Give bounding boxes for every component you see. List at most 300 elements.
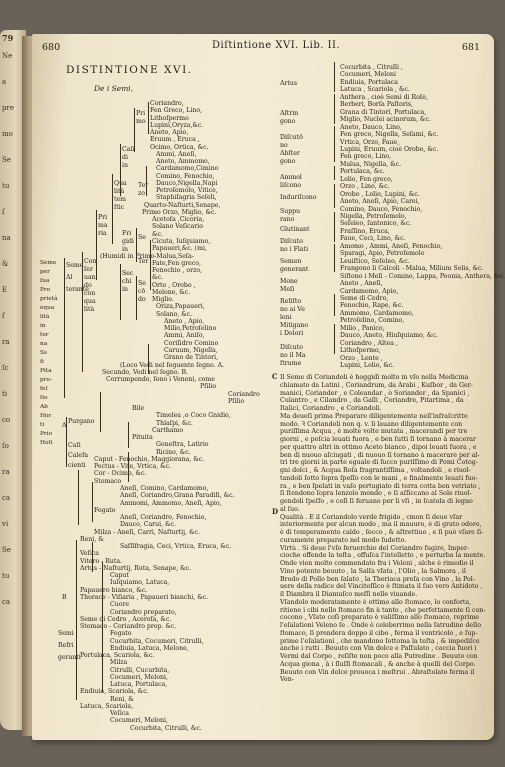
bracket-label: Ter bbox=[138, 258, 149, 265]
taxonomy-entry: Aneto, Ammomo, bbox=[156, 158, 210, 166]
taxonomy-entry: Aneſi, Comino, Cardamomo, bbox=[120, 485, 209, 492]
outer-margin-label: pro- bbox=[40, 377, 52, 383]
bracket-label: zo bbox=[138, 190, 145, 197]
virtue-label: Induriſcono bbox=[280, 194, 317, 201]
text-line: puriſſima Acqua , è molte volte mutata , macerandi per tre bbox=[280, 428, 468, 436]
taxonomy-entry: Thorace - Viſiaria , Papaueri bianchi, &c. bbox=[80, 593, 209, 601]
taxonomy-entry: Coriandro preparato, bbox=[110, 608, 177, 616]
taxonomy-entry: Oriza,Papaueri, bbox=[156, 303, 205, 311]
taxonomy-entry: Cocurbita, Citrulli, &c. bbox=[130, 724, 202, 732]
taxonomy-entry: Coriandro, bbox=[150, 100, 184, 107]
taxonomy-entry: Carthamo bbox=[152, 426, 184, 434]
text-line: interiormente per alcun modo , ma il mauuro, è di grato odore, bbox=[280, 521, 482, 529]
bracket-line bbox=[66, 417, 67, 467]
bracket-line bbox=[334, 294, 335, 316]
taxonomy-entry: Veſica bbox=[80, 550, 99, 558]
taxonomy-entry: Cardamomo,Cimino bbox=[156, 165, 219, 173]
taxonomy-entry: Latuca, Scariola, bbox=[80, 702, 134, 710]
bracket-label: Refri bbox=[58, 642, 74, 649]
taxonomy-entry: Secundo, Vedi nel ſegno. B. bbox=[102, 368, 188, 376]
taxonomy-entry: Miglio. bbox=[152, 296, 174, 304]
bracket-label: ma bbox=[98, 222, 108, 229]
text-line: l'eſalationi Veleno ſe . Onde è celeberrimo nella ſatrudine dello bbox=[280, 622, 481, 629]
text-line: Italici, Coriandro , e Coriandoli. bbox=[280, 405, 382, 412]
bracket-label: do bbox=[84, 282, 92, 289]
outer-margin-label: ter bbox=[40, 332, 49, 338]
taxonomy-entry: Aneſi, Coriandro,Grana Paradiſi, &c. bbox=[120, 492, 235, 500]
taxonomy-entry: Coriſidro Comino bbox=[164, 339, 219, 347]
page-number-right: 681 bbox=[461, 42, 480, 53]
virtue-entry: Siſtono i Meſi - Comino, Lappa, Peonia, Anthera, &c. bbox=[340, 272, 505, 280]
taxonomy-entry: Stomaco bbox=[94, 477, 122, 485]
bracket-label: Seme bbox=[66, 262, 84, 269]
bracket-label: in bbox=[122, 246, 128, 253]
prev-page-number: 79 bbox=[2, 33, 14, 43]
taxonomy-entry: Caput bbox=[110, 572, 129, 580]
text-line: chiamato da Latini , Coriandrum, da Arabi , Kuſbor , da Ger- bbox=[280, 381, 473, 389]
bracket-line bbox=[78, 470, 79, 525]
bracket-label: ſtic bbox=[114, 204, 125, 211]
bracket-line bbox=[76, 540, 77, 700]
virtue-entry: Aneto , Aneſi, bbox=[340, 280, 383, 288]
virtue-label: no ai Ve bbox=[280, 306, 305, 313]
body-paragraph bbox=[280, 514, 488, 545]
virtue-entry: Vrtica, Orzo, Faue, bbox=[340, 138, 400, 146]
body-paragraph bbox=[280, 413, 488, 514]
virtue-entry: Anthera , cioè Semi di Roſe, bbox=[340, 93, 428, 101]
taxonomy-entry: Grano de Tintori, bbox=[164, 354, 219, 362]
taxonomy-entry: Melone, &c. bbox=[152, 288, 191, 296]
taxonomy-entry: Fegato bbox=[110, 630, 132, 638]
virtue-label: no il Ma bbox=[280, 352, 306, 359]
prev-margin-fragment: ſ bbox=[2, 208, 5, 216]
taxonomy-entry: Ammi, Aneſi, bbox=[156, 150, 197, 158]
taxonomy-entry: Ocimo, Ortica, &c. bbox=[150, 143, 209, 151]
bracket-label: Purgano bbox=[68, 418, 95, 425]
bracket-label: cō bbox=[138, 288, 146, 295]
text-line: cioche offende la teſta , offuſca l'intelletto , e perturba la mente. bbox=[280, 552, 486, 560]
virtue-label: i Dolori bbox=[280, 330, 304, 337]
taxonomy-entry: Aneto , Apio, bbox=[164, 317, 205, 325]
taxonomy-entry: Milio,Petroſelino bbox=[164, 325, 217, 333]
text-line: Vermi dal Corpo , reſiſte non poco alla Putredine . Beuuto con bbox=[280, 653, 478, 660]
text-line: Onde vien molto commendato fra i Veleni , alche è rimedio il bbox=[280, 560, 474, 567]
bracket-label: terante bbox=[66, 286, 89, 293]
virtue-label: Ammol bbox=[280, 174, 302, 181]
bracket-line bbox=[100, 392, 101, 432]
virtue-entry: Petroſelino, Comino, bbox=[340, 317, 405, 325]
virtue-entry: Berberi, Borſa Paſtoris, bbox=[340, 101, 413, 109]
virtue-entry: Lupini, Lolio, &c. bbox=[340, 362, 395, 369]
virtue-entry: Fen greco, Lino, bbox=[340, 153, 392, 161]
virtue-label: Diſcuto bbox=[280, 238, 303, 245]
taxonomy-entry: Cucurbita, Cocumeri, Citrulli, bbox=[110, 637, 204, 645]
bracket-label: ſer bbox=[84, 266, 93, 273]
virtue-entry: Lolio, Fen greco, bbox=[340, 175, 393, 183]
bracket-label: gidi bbox=[122, 238, 134, 245]
virtue-label: rano bbox=[280, 216, 295, 223]
taxonomy-entry: Primo Orzo, Miglio, &c. bbox=[142, 208, 217, 216]
virtue-entry: Fen greco, Nigella, Seſami, &c. bbox=[340, 131, 439, 139]
text-line: Vino potente beuuto , la Salſa vſata , l'Olio , la Salmora , il bbox=[280, 567, 466, 575]
text-line: anche i rutti . Beuuto con Vin dolce e Paſſulato , caccia fuori i bbox=[280, 645, 477, 653]
chapter-title: DISTINTIONE XVI. bbox=[66, 64, 193, 76]
prev-margin-fragment: pre bbox=[2, 104, 14, 112]
bracket-line bbox=[64, 258, 65, 398]
virtue-entry: Seſeleo, ſantonico, &c. bbox=[340, 220, 412, 228]
prev-margin-fragment: a bbox=[2, 78, 7, 86]
virtue-label: leni bbox=[280, 314, 292, 321]
text-line: uere della radice del Vincitoſſico è ſtimata il ſuo vero Antidoto , bbox=[280, 583, 483, 591]
page-number-left: 680 bbox=[42, 42, 61, 53]
bracket-label: in bbox=[122, 162, 128, 169]
virtue-entry: Orobo , Lolio, Lupini, &c. bbox=[340, 190, 420, 198]
virtue-entry: Orzo , Lente , bbox=[340, 354, 383, 362]
taxonomy-entry: (Loco Vedi nel ſeguente ſegno. A. bbox=[120, 361, 225, 369]
bracket-line bbox=[82, 252, 83, 372]
taxonomy-entry: Bile bbox=[132, 405, 145, 413]
taxonomy-entry: Dauco, Carui, &c. bbox=[120, 521, 176, 529]
prev-margin-fragment: co bbox=[2, 416, 11, 424]
virtue-label: Semen bbox=[280, 258, 302, 265]
taxonomy-entry: Acetoſa ,Cicoria, bbox=[152, 216, 205, 224]
taxonomy-entry: Orto , Orobo , bbox=[152, 281, 196, 289]
outer-margin-label: in bbox=[40, 323, 46, 329]
taxonomy-entry: Dauco,Nigella,Napi bbox=[156, 179, 218, 187]
text-line: al ſuo. bbox=[280, 505, 300, 513]
text-line: Brodo di Pollo ben ſalato , la Theriaca preſa con Vino , la Pol- bbox=[280, 575, 475, 583]
text-line: ben di nuouo aſciugati , di nuouo ſi tornano à macerare per al- bbox=[280, 451, 480, 459]
outer-margin-label: Ab bbox=[40, 404, 48, 410]
outer-margin-label: per bbox=[40, 269, 50, 275]
outer-margin-label: Prio bbox=[40, 431, 53, 437]
taxonomy-entry: Cor - Ocimo, &c. bbox=[94, 470, 147, 478]
taxonomy-entry: Cicuta, Iuſquiamo, bbox=[152, 238, 211, 246]
text-line: per quattro altri in ottimo Aceto bianco , dipoi leuati fuora , e bbox=[280, 443, 477, 451]
virtue-entry: Endiuia, Portulaca bbox=[340, 78, 398, 86]
virtue-label: no bbox=[280, 142, 288, 149]
taxonomy-entry: Saſſifragia, Ceci, Vrtica, Eruca, &c. bbox=[120, 543, 232, 551]
virtue-label: Reſiſto bbox=[280, 298, 302, 305]
text-line: Qualità . E il Coriandolo verde frigido , cmon ſi deue vſar bbox=[280, 513, 463, 521]
virtue-entry: Amomo , Ammi, Aneſi, Fenochio, bbox=[340, 242, 443, 250]
taxonomy-entry: Fenochio , orzo, bbox=[152, 267, 203, 275]
text-line: ra , e ben ſpelati in vaſo pertugiato di terra cotta ben vetriato , bbox=[280, 482, 481, 490]
virtue-entry: Ammomo, Cardamomo, bbox=[340, 309, 414, 317]
taxonomy-entry: Petroſemolo, Vitice, bbox=[156, 187, 218, 195]
virtue-entry: Cocurbita , Citrulli , bbox=[340, 64, 403, 71]
bracket-line bbox=[150, 240, 151, 290]
virtue-entry: Aneto, Aneſi, Apio, Carei, bbox=[340, 198, 420, 206]
bracket-label: Se bbox=[138, 280, 146, 287]
virtue-label: Diſcuto bbox=[280, 344, 303, 351]
outer-margin-label: equa bbox=[40, 305, 55, 311]
virtue-label: Diſcutō bbox=[280, 134, 303, 141]
taxonomy-entry: Endiuia, Scariola, &c. bbox=[80, 688, 149, 696]
taxonomy-entry: Cocumeri, Meloni, bbox=[110, 717, 168, 725]
prev-margin-fragment: ca bbox=[2, 598, 11, 606]
virtue-label: liſcono bbox=[280, 182, 302, 189]
outer-margin-label: na bbox=[40, 341, 48, 347]
bracket-line bbox=[92, 482, 93, 522]
outer-margin-label: fi bbox=[40, 359, 44, 365]
taxonomy-entry: Reni, & bbox=[110, 695, 134, 703]
prev-margin-fragment: & bbox=[2, 260, 9, 268]
bracket-label: con bbox=[84, 290, 96, 297]
virtue-entry: Portulaca, &c. bbox=[340, 168, 385, 176]
prev-margin-fragment: ca bbox=[2, 494, 11, 502]
bracket-label: mo bbox=[136, 118, 146, 125]
text-line: ſi ſtendono ſopra lenzolo mondo , e ſi aſſiccano al Sole riuol- bbox=[280, 490, 472, 498]
text-line: ritiene i cibi nello ſtomaco fin à tanto , che perfettamente ſi con- bbox=[280, 606, 486, 614]
paragraph-marker-d: D bbox=[272, 507, 279, 516]
taxonomy-entry: Ammi, Aniſo, bbox=[164, 332, 205, 340]
outer-margin-label: Hor bbox=[40, 413, 52, 419]
taxonomy-entry: Reni, & bbox=[80, 535, 104, 543]
text-line: Culantro , e Cilandro , da Galli , Coriandre, Pitartima , da bbox=[280, 397, 464, 405]
virtue-entry: Aneto, Dauco, Lino, bbox=[340, 123, 402, 131]
virtue-label: gono bbox=[280, 118, 296, 125]
bracket-label: lità bbox=[114, 188, 125, 195]
taxonomy-entry: Staphiſagria Seſeli, bbox=[156, 194, 217, 202]
taxonomy-entry: Fegato bbox=[94, 506, 116, 514]
taxonomy-entry: Papaueri,&c. (mi, bbox=[152, 245, 207, 253]
bracket-line bbox=[334, 244, 335, 272]
bracket-label: Qua bbox=[114, 180, 127, 187]
bracket-line bbox=[120, 144, 121, 196]
taxonomy-entry: Vitero - Ruta. bbox=[80, 557, 122, 565]
virtue-entry: Comino, Dauco, Fenochio, bbox=[340, 205, 423, 213]
bracket-line bbox=[96, 210, 97, 280]
bracket-label: do bbox=[138, 296, 146, 303]
bracket-label: in bbox=[122, 286, 128, 293]
taxonomy-entry: Ricino, &c. bbox=[156, 448, 191, 456]
virtue-entry: Miglio, Nuclei acinorum, &c. bbox=[340, 116, 431, 124]
bracket-label: A bbox=[62, 422, 67, 429]
virtue-label: Artus bbox=[280, 80, 298, 87]
taxonomy-entry: Fen Greco, Lino, bbox=[150, 107, 203, 115]
taxonomy-entry: Seme di Cedro , Aceroſa, &c. bbox=[80, 615, 172, 623]
bracket-line bbox=[128, 452, 129, 482]
virtue-entry: Malua, Nigella, &c. bbox=[340, 160, 402, 168]
right-page bbox=[32, 34, 505, 740]
bracket-label: di bbox=[122, 154, 128, 161]
text-line: Ven- bbox=[280, 676, 294, 684]
text-line: tandoli ſotto ſopra ſpeſſo con le mani , e finalmente leuati fuo- bbox=[280, 474, 478, 482]
taxonomy-entry: Eruum , Eruca , bbox=[150, 136, 200, 144]
bracket-label: Fri bbox=[122, 230, 132, 237]
text-line: cocono , Vſato coſì preparato è valiſſimo allo ſtomaco, reprime bbox=[280, 614, 480, 622]
virtue-entry: Nigella, Petroſemolo, bbox=[340, 213, 407, 220]
virtue-entry: Latuca , Scariola , &c. bbox=[340, 86, 410, 94]
bracket-line bbox=[334, 126, 335, 162]
virtue-entry: Fenochio, Rape, &c. bbox=[340, 302, 404, 310]
outer-margin-label: ſio bbox=[40, 395, 48, 401]
taxonomy-entry: Ammomi, Ammomo, Aneſi, Apio, bbox=[120, 499, 222, 507]
prev-margin-fragment: ſc bbox=[2, 364, 9, 372]
virtue-label: ſtrume bbox=[280, 360, 302, 367]
prev-margin-fragment: ti bbox=[2, 390, 8, 398]
taxonomy-entry: Milza - Aneſi, Carri, Naſturtij, &c. bbox=[94, 528, 200, 536]
outer-margin-label: Ss bbox=[40, 350, 47, 356]
taxonomy-entry: Latuca, Portulaca, bbox=[110, 681, 168, 689]
virtue-entry: Sparagi, Apio, Petroſemolo bbox=[340, 250, 425, 258]
bracket-label: Calefa bbox=[68, 452, 89, 459]
bracket-line bbox=[334, 94, 335, 124]
virtue-entry: Grana di Tintori, Portulaca, bbox=[340, 108, 427, 116]
prev-margin-fragment: Se bbox=[2, 156, 11, 164]
taxonomy-entry: Pſilio bbox=[200, 383, 217, 391]
prev-margin-fragment: vi bbox=[2, 520, 9, 528]
outer-margin-label: Pita bbox=[40, 368, 52, 374]
prev-margin-fragment: tu bbox=[2, 182, 10, 190]
virtue-entry: Faue, Ceci, Lino, &c. bbox=[340, 235, 406, 243]
right-column bbox=[272, 62, 505, 732]
outer-margin-label: prietà bbox=[40, 296, 58, 302]
bracket-label: geranti bbox=[58, 654, 81, 661]
taxonomy-entry: Pſilio bbox=[228, 397, 245, 405]
prev-margin-fragment: ſ bbox=[2, 312, 5, 320]
taxonomy-entry: Cuore bbox=[110, 601, 130, 609]
body-paragraph bbox=[280, 599, 488, 684]
text-line: Virtù . Si deue l'vſo feruerchio del Coriandro fugire, Imper- bbox=[280, 544, 470, 552]
taxonomy-entry: Lithoſpermo bbox=[150, 114, 189, 122]
outer-margin-label: Hoſi bbox=[40, 440, 53, 446]
text-line: il Diambra il Diamuſco meſſi nelle viuande. bbox=[280, 591, 418, 598]
taxonomy-entry: Artus - Naſturtij, Ruta, Senape, &c. bbox=[80, 564, 192, 572]
bracket-line bbox=[334, 62, 335, 92]
body-paragraph bbox=[280, 545, 488, 599]
virtue-label: Meſi bbox=[280, 286, 295, 293]
taxonomy-entry: Lupini,Oryza,&c. bbox=[150, 121, 204, 129]
outer-margin-label: ſua bbox=[40, 278, 50, 284]
taxonomy-entry: Veſica bbox=[110, 710, 129, 718]
taxonomy-entry: Geneſtra, Latirio bbox=[156, 441, 209, 449]
taxonomy-entry: Aneſi, Coriandro, Fenochio, bbox=[120, 514, 207, 522]
prev-margin-fragment: tu bbox=[2, 572, 10, 580]
outer-margin-label: lità bbox=[40, 314, 50, 320]
text-line: giorni , e poſcia leuati fuora , e ben ſutti ſi tornano à macerar bbox=[280, 436, 476, 443]
bracket-line bbox=[136, 228, 137, 262]
virtue-entry: Lupini, Eruum, cioè Orobo, &c. bbox=[340, 145, 439, 153]
prev-margin-fragment: mo bbox=[2, 130, 13, 138]
virtue-label: generant bbox=[280, 266, 309, 273]
body-paragraph bbox=[280, 374, 488, 413]
outer-margin-label: Pro bbox=[40, 287, 51, 293]
bracket-line bbox=[334, 212, 335, 242]
virtue-entry: Orzo , Lino, &c. bbox=[340, 183, 390, 191]
taxonomy-entry: Aneto, Apio, bbox=[150, 129, 189, 137]
virtue-entry: Dauco, Aneto, Hiuſquiamo, &c. bbox=[340, 332, 438, 340]
taxonomy-entry: Solano Veſicario bbox=[152, 223, 203, 231]
text-line: gni dolci , & Acqua Roſa fragrantiſſima , voltandoli , e riuol- bbox=[280, 467, 471, 474]
virtue-entry: Seme di Cedro, bbox=[340, 294, 389, 302]
virtue-label: Abſter bbox=[280, 150, 300, 157]
taxonomy-entry: Quarto-Naſturti,Senape, bbox=[144, 201, 221, 209]
prev-margin-fragment: Se bbox=[2, 546, 11, 554]
virtue-entry: Fraſſino, Eruca, bbox=[340, 227, 390, 235]
taxonomy-entry: Comino, Fenochio, bbox=[156, 172, 215, 180]
taxonomy-entry: Solano, &c. bbox=[156, 310, 193, 318]
bracket-line bbox=[112, 174, 113, 244]
bracket-label: Pri bbox=[136, 110, 146, 117]
virtue-entry: Milio , Panico, bbox=[340, 324, 385, 332]
bracket-label: qua bbox=[84, 298, 96, 305]
bracket-line bbox=[148, 102, 149, 134]
bracket-label: Pri bbox=[98, 214, 108, 221]
prev-margin-fragment: E bbox=[2, 286, 8, 294]
virtue-label: Mone bbox=[280, 278, 298, 285]
bracket-label: Semi bbox=[58, 630, 74, 637]
prev-margin-fragment: ſo bbox=[2, 442, 9, 450]
taxonomy-entry: Corrumpendo, ſono i Veneni, come bbox=[106, 376, 215, 384]
bracket-line bbox=[148, 344, 149, 374]
bracket-line bbox=[146, 166, 147, 196]
virtue-entry: Lithoſpermo, bbox=[340, 347, 381, 355]
bracket-line bbox=[120, 264, 121, 320]
prev-margin-fragment: na bbox=[2, 234, 11, 242]
bracket-label: lità bbox=[84, 306, 95, 313]
bracket-label: ria bbox=[98, 230, 107, 237]
taxonomy-entry: Caput - Fenochio, Maggiorana, &c. bbox=[94, 455, 205, 463]
prev-margin-fragment: Ne bbox=[2, 52, 13, 60]
taxonomy-entry: Portulaca, Scariola, &c. bbox=[80, 652, 155, 660]
bracket-line bbox=[334, 166, 335, 180]
bracket-label: Al bbox=[66, 274, 73, 281]
virtue-label: no i Flati bbox=[280, 246, 309, 253]
text-line: Ma deueſi prima Preparare diligentemente nell'infraſcritto bbox=[280, 412, 468, 420]
text-line: Beuuto con Vin dolce prouoca i meſtrui . Abraſtolato ferma il bbox=[280, 668, 475, 676]
taxonomy-entry: Cocumeri, Meloni, bbox=[110, 673, 168, 681]
taxonomy-entry: Thlaſpi, &c. bbox=[156, 419, 193, 427]
taxonomy-entry: Milza bbox=[110, 659, 128, 667]
bracket-label: B bbox=[62, 594, 67, 601]
text-line: modo. Ꝛ Coriandoli non q. v. li lauano diligentemente con bbox=[280, 420, 463, 428]
bracket-label: uan bbox=[84, 274, 96, 281]
taxonomy-entry: Fate,Fen greco, bbox=[152, 259, 201, 267]
classification-table-left bbox=[40, 62, 272, 732]
bracket-line bbox=[128, 422, 129, 448]
virtue-label: gono bbox=[280, 158, 296, 165]
bracket-line bbox=[334, 184, 335, 208]
virtue-entry: Leuiſtico, Seſeleo, &c. bbox=[340, 257, 410, 265]
taxonomy-entry: Stomaco - Coriandro prep. &c. bbox=[80, 623, 177, 631]
text-line: ſtomaco, ſi prendera doppo il cibo , ferma il ventricolo , e ſup- bbox=[280, 629, 478, 637]
prev-margin-fragment: ra bbox=[2, 468, 10, 476]
bracket-line bbox=[334, 324, 335, 354]
taxonomy-entry: Pituita bbox=[132, 434, 153, 442]
taxonomy-entry: Timelea ,o Coco Gnidio, bbox=[156, 412, 231, 420]
bracket-label: Con bbox=[84, 258, 97, 265]
virtue-label: Suppu bbox=[280, 208, 301, 215]
taxonomy-entry: &c. bbox=[152, 274, 163, 282]
bracket-line bbox=[102, 562, 103, 622]
virtue-entry: Cardamomo, Apio, bbox=[340, 287, 399, 295]
virtue-entry: Cocumeri, Meloni bbox=[340, 71, 396, 79]
text-line: è di temperamento caldo , ſecco , & aſtrettiuo , e ſi può vſare ſi- bbox=[280, 529, 484, 536]
taxonomy-entry: Caruum, Nigella, bbox=[164, 346, 218, 354]
outer-margin-label: ti bbox=[40, 422, 45, 428]
virtue-entry: Coriandro , Altea , bbox=[340, 339, 398, 347]
prev-margin-fragment: ra bbox=[2, 338, 10, 346]
bracket-line bbox=[102, 622, 103, 692]
taxonomy-entry: Iuſquiamo, Latuca, bbox=[110, 579, 170, 587]
virtue-label: Mitigano bbox=[280, 322, 309, 329]
taxonomy-entry: Papauero bianco, &c. bbox=[80, 586, 148, 594]
bracket-label: Se bbox=[138, 234, 146, 241]
outer-margin-label: feſ bbox=[40, 386, 48, 392]
taxonomy-entry: Pectus - Vite, Vrtica, &c. bbox=[94, 463, 172, 471]
